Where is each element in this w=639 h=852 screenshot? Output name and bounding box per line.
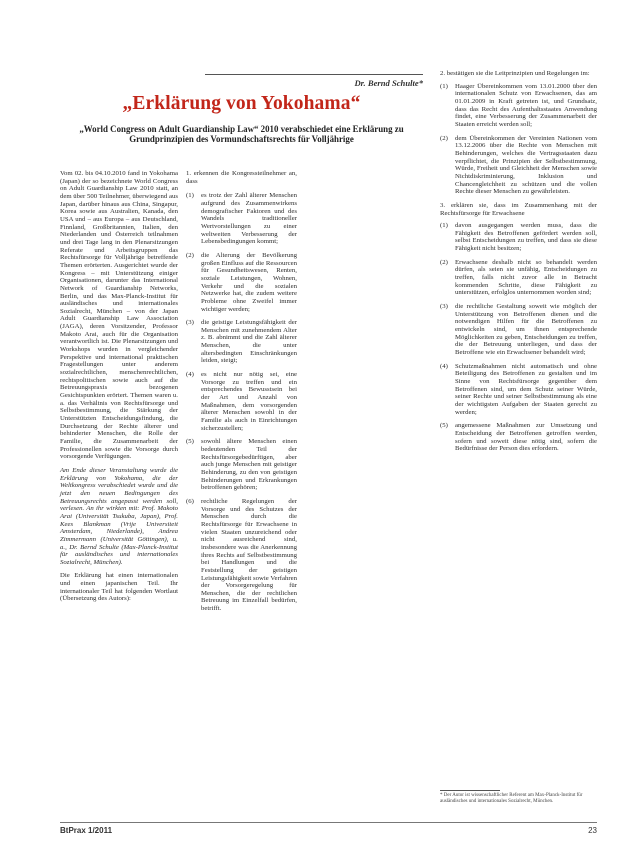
item-text: davon ausgegangen werden muss, dass die Fähigkeit des Betroffenen gefördert werden soll, selbst Entscheidungen zu treffen, und dass sie diese Fähigkeit nicht besitzen; [455,222,597,253]
item-number: (2) [440,134,448,142]
list-item [186,438,297,492]
column-3 [440,70,597,459]
page-number: 23 [588,826,597,835]
item-text: dem Übereinkommen der Vereinten Nationen vom 13.12.2006 über die Rechte von Menschen mit Behinderungen, welches die Vertragsstaaten dazu verpflichtet, die Prinzipien der Selbstbestimmung, Würde, Freiheit und Gleichheit der Menschen sowie Nichtdiskriminierung, Inklusion und Chancengleichheit zu schützen und die vollen Rechte dieser Menschen zu gewährleisten. [455,134,597,196]
item-text: angemessene Maßnahmen zur Umsetzung und Entscheidung der Betroffenen getroffen werden, sofern und soweit diese nötig sind, sofern die Bedürfnisse der Person dies erfordern. [455,422,597,453]
paragraph: Vom 02. bis 04.10.2010 fand in Yokohama (Japan) der so bezeichnete World Congress on Adult Guardianship Law 2010 statt, an dem über 500 Teilnehmer, überwiegend aus Japan, darüber hinaus aus China, Singapur, Korea sowie aus Australien, Kanada, den USA und – aus Europa – aus Deutschland, Finnland, Großbritannien, Italien, den Niederlanden und Österreich teilnahmen und drei Tage lang in den Plenarsitzungen Referate und Arbeitsgruppen das Rechtsfürsorge für Volljährige betreffende Themen erörterten. Ausgerichtet wurde der Kongress – mit Unterstützung einiger Organisationen, darunter das International Network of Guardianship Networks, Berlin, und das Max-Planck-Institut für ausländisches und internationales Sozialrecht, München – von der Japan Adult Guardianship Law Association (JAGA), deren Vorsitzender, Professor Makoto Arai, auch für die Organisation verantwortlich ist. Die Plenarsitzungen und Workshops wurden in vergleichender Perspektive und international praktischen Fragestellungen unter anderem sozialrechtlichen, menschenrechtlichen, rechtspolitischen sowie auch auf die Betreuungspraxis bezogenen Gesichtspunkten erörtert. Themen waren u. a. das Verhältnis von Rechtsfürsorge und Selbstbestimmung, die Stärkung der Unterstützten Entscheidungsfindung, die Durchsetzung der Rechte älterer und behinderter Menschen, die Rolle der Familie, die Zusammenarbeit der Professionellen sowie die Vorsorge durch vorsorgende Verfügungen. [60,170,178,461]
item-number: (1) [440,222,448,230]
footer-rule [60,822,597,823]
item-text: Schutzmaßnahmen nicht automatisch und ohne Beteiligung des Betroffenen zu gestalten und im Sinne von Rechtsfürsorge gegenüber dem Betroffenen sind, um dem Schutz seiner Würde, seiner Rechte und seiner Selbstbestimmung als eine der wichtigsten Aufgaben der Staaten gerecht zu werden; [455,362,597,416]
item-number: (2) [186,251,194,259]
item-text: Haager Übereinkommen vom 13.01.2000 über den internationalen Schutz von Erwachsenen, das am 01.01.2009 in Kraft getreten ist, und Grundsatz, dass das Recht des Aufenthaltsstaates Anwendung findet, eine Verbesserung der Zusammenarbeit der Staaten erreicht werden soll; [455,82,597,128]
article-subtitle: „World Congress on Adult Guardianship Law“ 2010 verabschiedet eine Erklärung zu Grundprinzipien des Vormundschaftsrechts für Volljährige [79,124,404,145]
paragraph: Die Erklärung hat einen internationalen und einen japanischen Teil. Ihr internationaler Teil hat folgenden Wortlaut (Übersetzung des Autors): [60,572,178,603]
list-item [186,319,297,365]
numbered-list [440,83,597,196]
item-number: (3) [186,319,194,327]
list-item [440,422,597,453]
list-item [186,252,297,313]
list-item [186,498,297,613]
list-item [440,363,597,417]
item-number: (5) [440,422,448,430]
item-text: Erwachsene deshalb nicht so behandelt werden dürfen, als seien sie unfähig, Entscheidungen zu treffen, falls nicht zuvor alle in Betracht kommenden Schritte, diese Fähigkeit zu unterstützen, erfolglos unternommen worden sind; [455,258,597,297]
item-number: (5) [186,438,194,446]
item-text: die geistige Leistungsfähigkeit der Menschen mit zunehmendem Alter z. B. abnimmt und die Zahl älterer Menschen, die unter altersbedingten Einschränkungen leiden, steigt; [201,319,297,365]
author-line: Dr. Bernd Schulte* [354,78,423,88]
column-2 [186,170,297,619]
item-text: es trotz der Zahl älterer Menschen aufgrund des Zusammenwirkens demografischer Faktoren und des Wandels traditioneller Wertvorstellungen zu einer weltweiten Verbesserung der Lebensbedingungen kommt; [201,192,297,246]
list-item [186,371,297,432]
list-lead: 2. bestätigen sie die Leitprinzipien und Regelungen im: [440,70,590,77]
list-item [440,259,597,297]
item-number: (1) [186,192,194,200]
paragraph: Am Ende dieser Veranstaltung wurde die Erklärung von Yokohama, die der Weltkongress verabschiedet wurde und die jetzt den neuen Bedingungen des Betreuungsrechts angepasst werden soll, verlesen. An ihr wirkten mit: Prof. Makoto Arai (Universität Tsukuba, Japan), Prof. Kees Blankman (Vrije Universiteit Amsterdam, Niederlande), Andrea Zimmermann (Universität Göttingen), u. a., Dr. Bernd Schulte (Max-Planck-Institut für ausländisches und internationales Sozialrecht, München). [60,466,178,566]
item-number: (6) [186,497,194,505]
list-item [440,303,597,357]
column-1 [60,170,178,609]
footnote: * Der Autor ist wissenschaftlicher Referent am Max-Planck-Institut für ausländisches und internationales Sozialrecht, München. [440,793,583,804]
item-text: es nicht nur nötig sei, eine Vorsorge zu treffen und ein entsprechendes Bewusstsein bei der Art und Anzahl von Maßnahmen, dem vorsorgenden älterer Menschen sowohl in der Familie als auch in Einrichtungen sicherzustellen; [201,371,297,432]
item-number: (3) [440,303,448,311]
numbered-list [186,192,297,612]
list-item [440,222,597,253]
item-text: rechtliche Regelungen der Vorsorge und des Schutzes der Menschen durch die Rechtsfürsorge für Erwachsene in vielen Staaten unzureichend oder nicht ausreichend sind, insbesondere was die Anerkennung ihres Rechts auf Selbstbestimmung bei Handlungen und die Feststellung der geistigen Leistungsfähigkeit sowie Verfahren der Vorsorgeregelung für Menschen, die der rechtlichen Betreuung im Einzelfall bedürfen, betrifft. [201,497,297,613]
item-number: (1) [440,82,448,90]
list-item [440,83,597,129]
item-number: (4) [440,362,448,370]
list-item [186,192,297,246]
list-lead: 1. erkennen die Kongressteilnehmer an, dass [186,170,297,185]
item-text: die Alterung der Bevölkerung großen Einfluss auf die Ressourcen für Gesundheitswesen, Renten, soziale Leistungen, Wohnen, Verkehr und die sozialen Netzwerke hat, die zudem weitere Probleme ohne Zweifel immer wichtiger werden; [201,251,297,313]
list-item [440,135,597,196]
item-number: (4) [186,371,194,379]
journal-name: BtPrax 1/2011 [60,826,113,835]
item-number: (2) [440,258,448,266]
item-text: sowohl ältere Menschen einen bedeutenden Teil der Rechtsfürsorgebedürftigen, aber auch junge Menschen mit geistiger Behinderung, zu den von geistigen Behinderungen und Erkrankungen betroffenen gehören; [201,438,297,492]
numbered-list [440,222,597,453]
list-lead: 3. erklären sie, dass im Zusammenhang mit der Rechtsfürsorge für Erwachsene [440,201,597,217]
item-text: die rechtliche Gestaltung soweit wie möglich der Unterstützung von Betroffenen dienen und die notwendigen Hilfen für die Betroffenen zu entwickeln sind, um ihnen entsprechende Möglichkeiten zu geben, Entscheidungen zu treffen, die der Betreuung unterliegen, und dass der Betroffene wie ein Erwachsener behandelt wird; [455,303,597,356]
article-title: „Erklärung von Yokohama“ [122,93,361,114]
header-rule [205,74,423,75]
footnote-rule [440,790,500,791]
